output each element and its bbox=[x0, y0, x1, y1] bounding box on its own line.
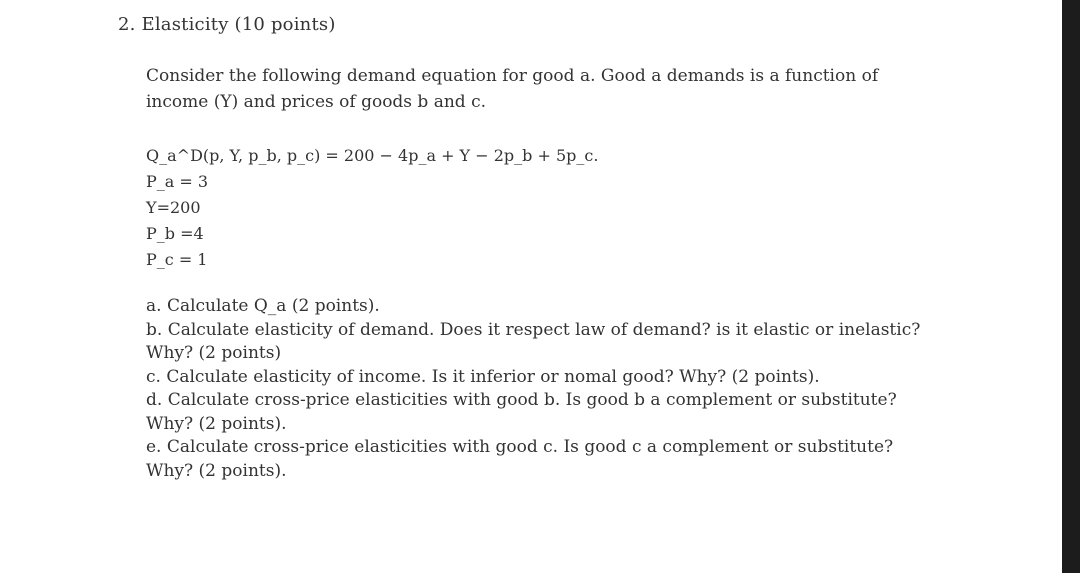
given-pb: P_b =4 bbox=[146, 224, 204, 243]
given-y: Y=200 bbox=[146, 198, 201, 217]
question-d-continued: Why? (2 points). bbox=[146, 413, 287, 434]
question-a: a. Calculate Q_a (2 points). bbox=[146, 296, 380, 316]
question-c: c. Calculate elasticity of income. Is it inferior or nomal good? Why? (2 points). bbox=[146, 366, 820, 387]
question-b-continued: Why? (2 points) bbox=[146, 343, 282, 363]
intro-line-1: Consider the following demand equation for good a. Good a demands is a function of bbox=[146, 66, 879, 86]
given-pa: P_a = 3 bbox=[146, 172, 209, 191]
intro-paragraph bbox=[146, 63, 976, 115]
question-d: d. Calculate cross-price elasticities with good b. Is good b a complement or substitute? bbox=[146, 390, 897, 410]
intro-line-2: income (Y) and prices of goods b and c. bbox=[146, 92, 487, 112]
question-list bbox=[146, 295, 976, 483]
equation-block bbox=[146, 143, 598, 273]
dark-edge-bar bbox=[1062, 0, 1080, 573]
question-e-continued: Why? (2 points). bbox=[146, 460, 287, 481]
demand-equation: Q_a^D(p, Y, p_b, p_c) = 200 − 4p_a + Y − 2p_b + 5p_c. bbox=[146, 146, 599, 165]
problem-heading: 2. Elasticity (10 points) bbox=[118, 14, 336, 35]
question-e: e. Calculate cross-price elasticities with good c. Is good c a complement or substitute? bbox=[146, 437, 894, 457]
question-b: b. Calculate elasticity of demand. Does it respect law of demand? is it elastic or inelastic? bbox=[146, 319, 921, 340]
given-pc: P_c = 1 bbox=[146, 250, 208, 269]
